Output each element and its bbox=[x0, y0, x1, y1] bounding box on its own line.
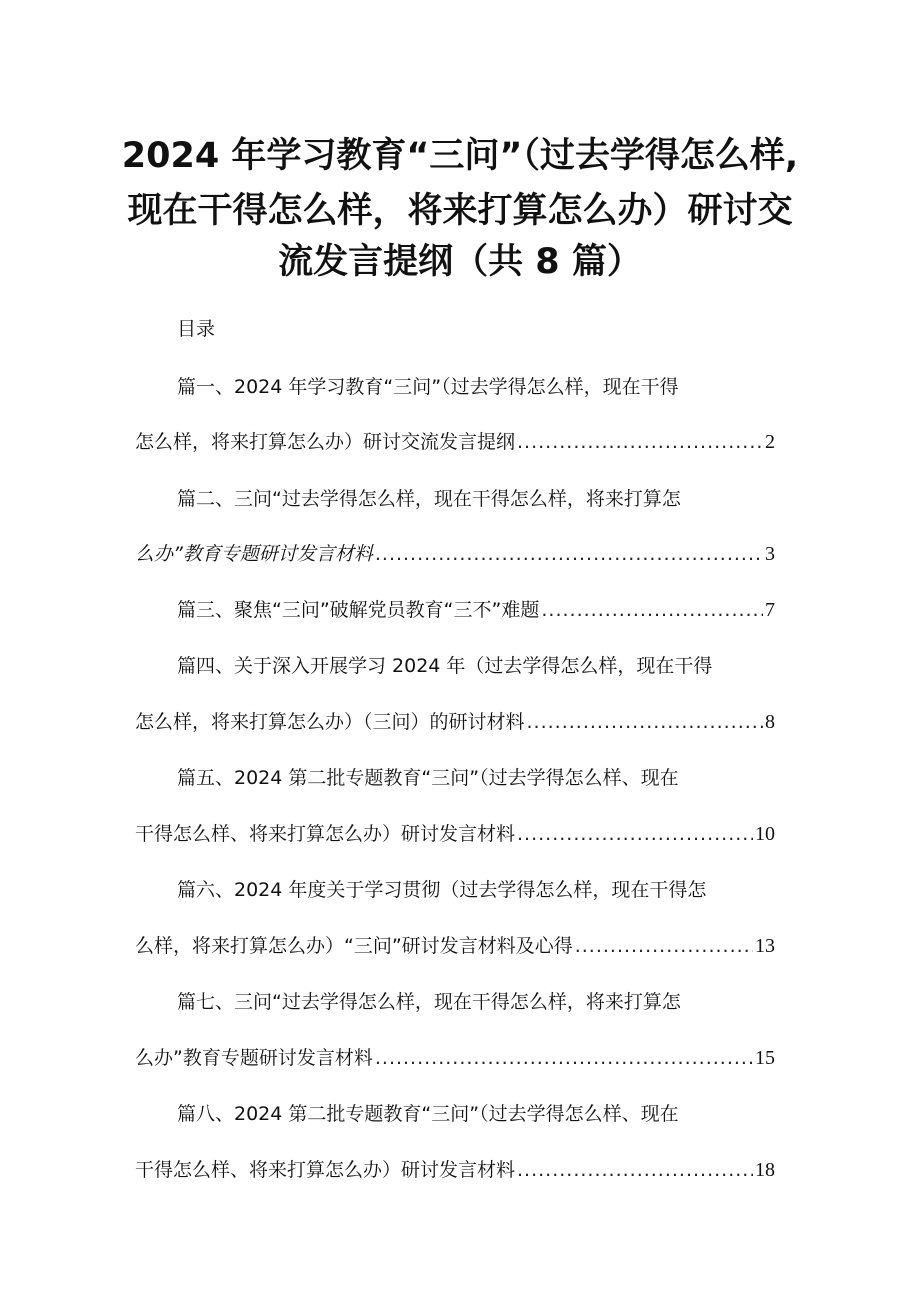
toc-page-number: 18 bbox=[755, 1159, 775, 1181]
toc-entry-5-line-1: 篇五、2024 第二批专题教育“三问”（过去学得怎么样、现在 bbox=[177, 767, 679, 789]
toc-leader-dots bbox=[517, 429, 763, 455]
document-title-line-1: 2024 年学习教育“三问”（过去学得怎么样, bbox=[121, 136, 799, 176]
toc-page-number: 2 bbox=[765, 431, 775, 453]
toc-entry-text: 么办”教育专题研讨发言材料 bbox=[135, 1047, 373, 1069]
toc-leader-dots bbox=[541, 597, 763, 623]
toc-entry-text: 干得怎么样、将来打算怎么办）研讨发言材料 bbox=[135, 823, 516, 845]
toc-entry-4-line-1: 篇四、关于深入开展学习 2024 年（过去学得怎么样，现在干得 bbox=[177, 655, 713, 677]
toc-entry-8-line-2[interactable] bbox=[135, 1157, 775, 1183]
toc-entry-text: 干得怎么样、将来打算怎么办）研讨发言材料 bbox=[135, 1159, 516, 1181]
toc-page-number: 13 bbox=[755, 935, 775, 957]
toc-leader-dots bbox=[527, 709, 763, 735]
document-title-line-3: 流发言提纲（共 8 篇） bbox=[278, 242, 642, 282]
toc-entry-text: 么办”教育专题研讨发言材料 bbox=[135, 543, 373, 565]
toc-leader-dots bbox=[575, 933, 753, 959]
toc-leader-dots bbox=[517, 1157, 753, 1183]
toc-entry-5-line-2[interactable] bbox=[135, 821, 775, 847]
toc-page-number: 15 bbox=[755, 1047, 775, 1069]
toc-entry-text: 篇三、聚焦“三问”破解党员教育“三不”难题 bbox=[177, 599, 540, 621]
toc-leader-dots bbox=[375, 1045, 753, 1071]
toc-entry-text: 怎么样，将来打算怎么办）（三问）的研讨材料 bbox=[135, 711, 525, 733]
toc-entry-2-line-2[interactable] bbox=[135, 541, 775, 567]
toc-entry-1-line-1: 篇一、2024 年学习教育“三问”（过去学得怎么样，现在干得 bbox=[177, 376, 679, 398]
toc-leader-dots bbox=[517, 821, 753, 847]
toc-entry-text: 怎么样，将来打算怎么办）研讨交流发言提纲 bbox=[135, 431, 516, 453]
toc-entry-2-line-1: 篇二、三问“过去学得怎么样，现在干得怎么样，将来打算怎 bbox=[177, 488, 681, 510]
document-title-line-2: 现在干得怎么样，将来打算怎么办）研讨交 bbox=[127, 191, 793, 231]
toc-entry-6-line-2[interactable] bbox=[135, 933, 775, 959]
toc-entry-7-line-1: 篇七、三问“过去学得怎么样，现在干得怎么样，将来打算怎 bbox=[177, 991, 681, 1013]
toc-entry-8-line-1: 篇八、2024 第二批专题教育“三问”（过去学得怎么样、现在 bbox=[177, 1103, 679, 1125]
toc-page-number: 7 bbox=[765, 599, 775, 621]
toc-heading: 目录 bbox=[177, 318, 216, 340]
toc-page-number: 3 bbox=[765, 543, 775, 565]
toc-page-number: 8 bbox=[765, 711, 775, 733]
toc-entry-4-line-2[interactable] bbox=[135, 709, 775, 735]
toc-leader-dots bbox=[375, 541, 763, 567]
toc-entry-7-line-2[interactable] bbox=[135, 1045, 775, 1071]
toc-entry-6-line-1: 篇六、2024 年度关于学习贯彻（过去学得怎么样，现在干得怎 bbox=[177, 879, 707, 901]
toc-entry-1-line-2[interactable] bbox=[135, 429, 775, 455]
toc-entry-3[interactable] bbox=[177, 597, 775, 623]
toc-page-number: 10 bbox=[755, 823, 775, 845]
toc-entry-text: 么样，将来打算怎么办）“三问”研讨发言材料及心得 bbox=[135, 935, 573, 957]
